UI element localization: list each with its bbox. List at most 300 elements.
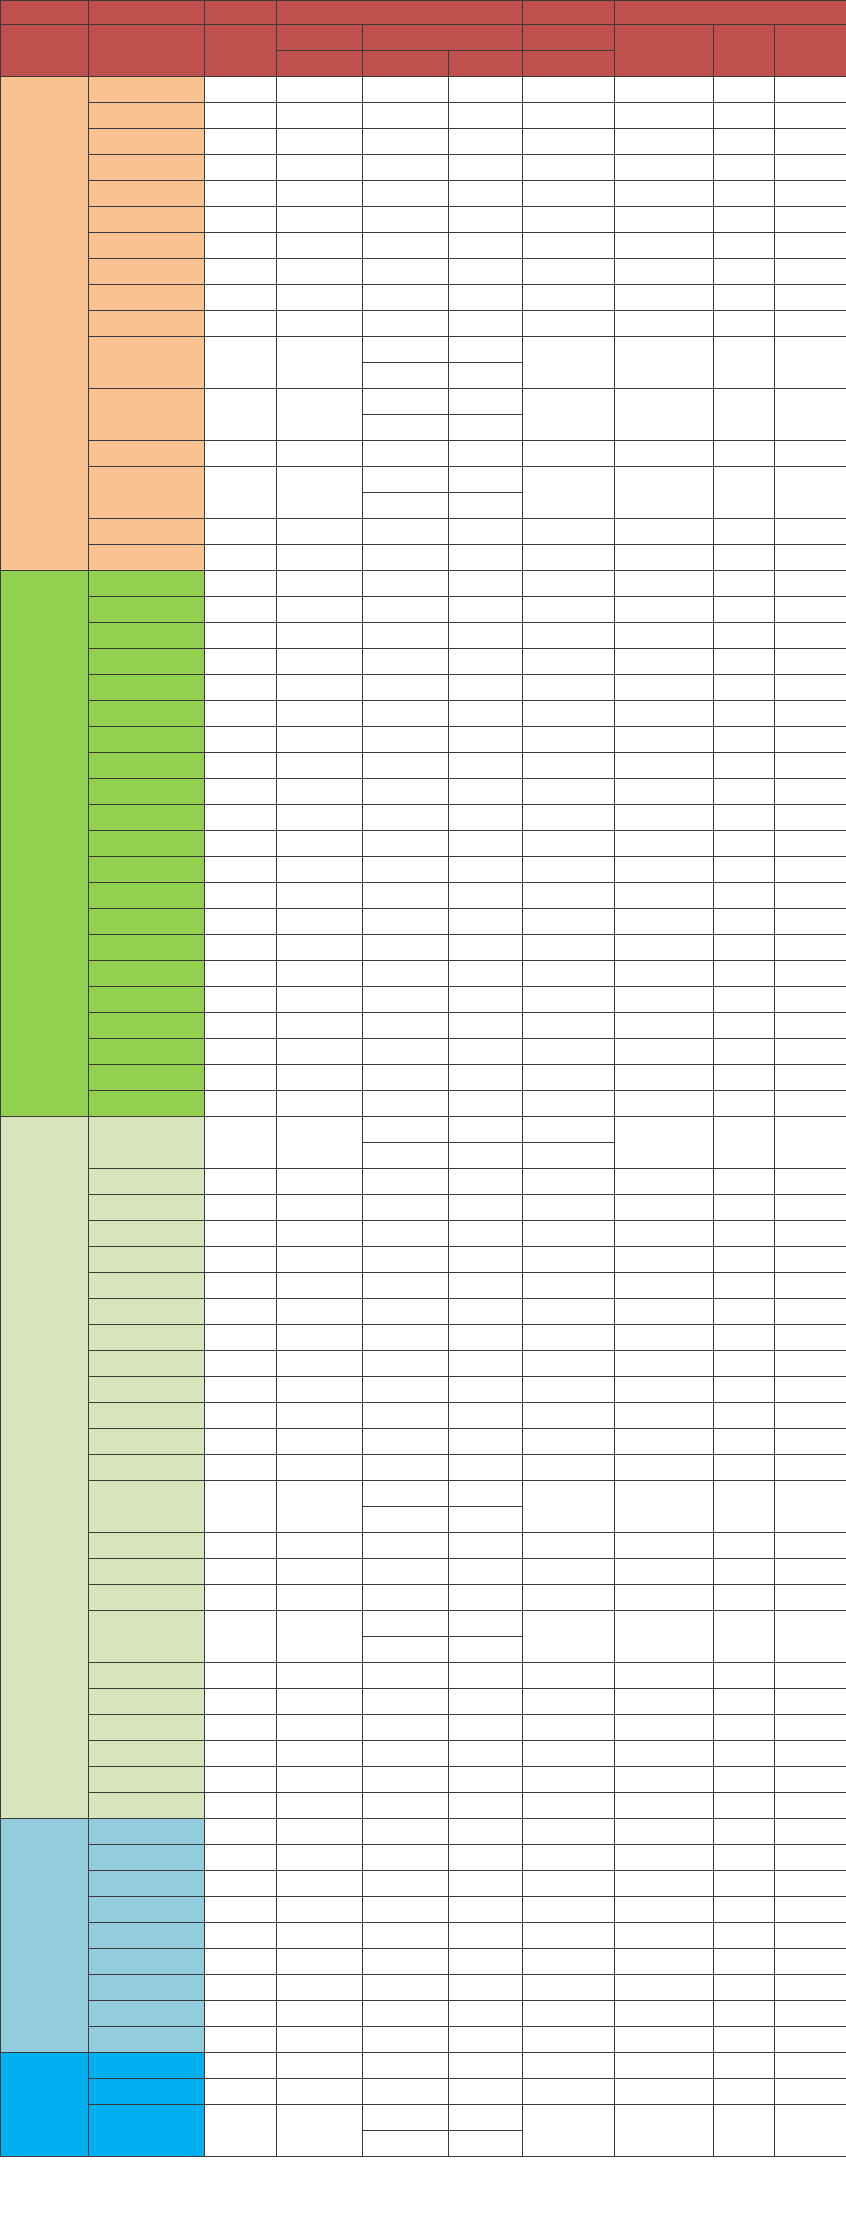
table-row: [1, 467, 846, 493]
variety-name: [89, 389, 205, 441]
other-ratio: [449, 129, 523, 155]
variety-name: [89, 1923, 205, 1949]
info-limit-board: [714, 1559, 775, 1585]
variety-name: [89, 1871, 205, 1897]
limit-standard: [523, 909, 615, 935]
exchange-cell-ine: [1, 2053, 89, 2157]
limit-standard: [523, 441, 615, 467]
other-contract: [363, 519, 449, 545]
info-count: [775, 77, 846, 103]
variety-name: [89, 467, 205, 519]
other-contract: [363, 1663, 449, 1689]
other-contract: [363, 597, 449, 623]
info-contract: [615, 1897, 714, 1923]
margin-standard: [277, 1403, 363, 1429]
table-row: [1, 1169, 846, 1195]
variety-code: [205, 597, 277, 623]
info-count: [775, 233, 846, 259]
info-limit-board: [714, 571, 775, 597]
other-contract: [363, 727, 449, 753]
other-contract: [363, 77, 449, 103]
limit-standard: [523, 1949, 615, 1975]
limit-standard: [523, 1169, 615, 1195]
variety-code: [205, 1455, 277, 1481]
other-ratio: [449, 1975, 523, 2001]
margin-standard: [277, 1949, 363, 1975]
variety-name: [89, 623, 205, 649]
variety-name: [89, 571, 205, 597]
info-count: [775, 1559, 846, 1585]
limit-standard: [523, 1351, 615, 1377]
info-contract: [615, 1273, 714, 1299]
table-row: [1, 623, 846, 649]
variety-code: [205, 181, 277, 207]
limit-standard: [523, 311, 615, 337]
other-ratio: [449, 1949, 523, 1975]
margin-standard: [277, 545, 363, 571]
variety-code: [205, 1013, 277, 1039]
header-exchange: [1, 25, 89, 77]
table-row: [1, 1455, 846, 1481]
info-count: [775, 311, 846, 337]
other-contract: [363, 1377, 449, 1403]
other-contract: [363, 1533, 449, 1559]
other-contract: [363, 1481, 449, 1507]
other-ratio: [449, 259, 523, 285]
other-contract: [363, 1039, 449, 1065]
other-ratio: [449, 1169, 523, 1195]
limit-standard: [523, 77, 615, 103]
variety-name: [89, 1715, 205, 1741]
other-contract: [363, 1767, 449, 1793]
info-limit-board: [714, 155, 775, 181]
other-contract: [363, 909, 449, 935]
table-row: [1, 1195, 846, 1221]
other-ratio: [449, 337, 523, 363]
variety-name: [89, 1689, 205, 1715]
other-ratio: [449, 1897, 523, 1923]
variety-code: [205, 467, 277, 519]
info-contract: [615, 311, 714, 337]
variety-name: [89, 545, 205, 571]
variety-name: [89, 753, 205, 779]
variety-name: [89, 1533, 205, 1559]
variety-name: [89, 1819, 205, 1845]
other-contract: [363, 987, 449, 1013]
margin-standard: [277, 961, 363, 987]
variety-code: [205, 77, 277, 103]
limit-standard: [523, 571, 615, 597]
limit-standard: [523, 857, 615, 883]
info-contract: [615, 2053, 714, 2079]
info-count: [775, 1481, 846, 1533]
other-contract: [363, 1455, 449, 1481]
variety-code: [205, 1377, 277, 1403]
other-contract: [363, 259, 449, 285]
variety-name: [89, 2001, 205, 2027]
margin-standard: [277, 727, 363, 753]
variety-name: [89, 2105, 205, 2157]
info-contract: [615, 2027, 714, 2053]
other-contract: [363, 1975, 449, 2001]
variety-name: [89, 103, 205, 129]
variety-code: [205, 1949, 277, 1975]
margin-standard: [277, 1689, 363, 1715]
info-contract: [615, 1559, 714, 1585]
variety-code: [205, 441, 277, 467]
variety-code: [205, 883, 277, 909]
margin-standard: [277, 675, 363, 701]
table-row: [1, 909, 846, 935]
table-row: [1, 2105, 846, 2131]
limit-standard: [523, 1065, 615, 1091]
limit-standard: [523, 233, 615, 259]
info-contract: [615, 1767, 714, 1793]
margin-standard: [277, 1533, 363, 1559]
margin-standard: [277, 467, 363, 519]
margin-standard: [277, 597, 363, 623]
variety-name: [89, 285, 205, 311]
margin-standard: [277, 1845, 363, 1871]
info-count: [775, 1013, 846, 1039]
limit-standard: [523, 1273, 615, 1299]
info-limit-board: [714, 1429, 775, 1455]
limit-standard: [523, 987, 615, 1013]
info-count: [775, 155, 846, 181]
info-contract: [615, 337, 714, 389]
info-contract: [615, 805, 714, 831]
other-ratio: [449, 883, 523, 909]
info-count: [775, 2027, 846, 2053]
other-contract: [363, 883, 449, 909]
table-row: [1, 337, 846, 363]
table-row: [1, 1247, 846, 1273]
limit-standard: [523, 1533, 615, 1559]
limit-standard: [523, 649, 615, 675]
info-count: [775, 1169, 846, 1195]
info-count: [775, 1767, 846, 1793]
limit-standard: [523, 1091, 615, 1117]
limit-standard: [523, 831, 615, 857]
variety-code: [205, 1065, 277, 1091]
header-other-standard: [363, 25, 523, 51]
info-limit-board: [714, 831, 775, 857]
table-row: [1, 1091, 846, 1117]
margin-standard: [277, 2027, 363, 2053]
table-row: [1, 1663, 846, 1689]
info-contract: [615, 129, 714, 155]
variety-code: [205, 1429, 277, 1455]
info-contract: [615, 1975, 714, 2001]
table-row: [1, 649, 846, 675]
table-row: [1, 1273, 846, 1299]
variety-code: [205, 1117, 277, 1169]
info-count: [775, 1585, 846, 1611]
other-contract: [363, 1845, 449, 1871]
other-ratio: [449, 1507, 523, 1533]
limit-standard: [523, 1143, 615, 1169]
other-ratio: [449, 1195, 523, 1221]
info-count: [775, 1195, 846, 1221]
info-contract: [615, 259, 714, 285]
info-count: [775, 337, 846, 389]
info-limit-board: [714, 1741, 775, 1767]
other-contract: [363, 1065, 449, 1091]
other-ratio: [449, 441, 523, 467]
other-ratio: [449, 2079, 523, 2105]
info-count: [775, 1923, 846, 1949]
table-row: [1, 77, 846, 103]
info-limit-board: [714, 1793, 775, 1819]
table-row: [1, 311, 846, 337]
variety-name: [89, 1221, 205, 1247]
limit-standard: [523, 727, 615, 753]
info-limit-board: [714, 1195, 775, 1221]
info-contract: [615, 77, 714, 103]
info-count: [775, 1403, 846, 1429]
info-contract: [615, 1689, 714, 1715]
limit-standard: [523, 1715, 615, 1741]
margin-standard: [277, 909, 363, 935]
info-limit-board: [714, 649, 775, 675]
variety-name: [89, 935, 205, 961]
other-ratio: [449, 1013, 523, 1039]
limit-standard: [523, 1403, 615, 1429]
info-contract: [615, 597, 714, 623]
other-contract: [363, 493, 449, 519]
variety-code: [205, 1247, 277, 1273]
info-limit-board: [714, 857, 775, 883]
info-limit-board: [714, 1403, 775, 1429]
other-contract: [363, 103, 449, 129]
table-row: [1, 2079, 846, 2105]
header-limit-info-group: [615, 1, 846, 25]
margin-standard: [277, 2053, 363, 2079]
limit-standard: [523, 935, 615, 961]
limit-standard: [523, 883, 615, 909]
other-contract: [363, 1741, 449, 1767]
info-limit-board: [714, 1013, 775, 1039]
variety-code: [205, 1585, 277, 1611]
variety-name: [89, 2053, 205, 2079]
table-row: [1, 1689, 846, 1715]
info-contract: [615, 909, 714, 935]
other-contract: [363, 1221, 449, 1247]
header-code: [205, 25, 277, 77]
table-row: [1, 207, 846, 233]
other-contract: [363, 2079, 449, 2105]
table-row: [1, 1975, 846, 2001]
limit-standard: [523, 1013, 615, 1039]
variety-name: [89, 441, 205, 467]
variety-name: [89, 1559, 205, 1585]
variety-name: [89, 1845, 205, 1871]
limit-standard: [523, 2079, 615, 2105]
table-row: [1, 1429, 846, 1455]
limit-standard: [523, 389, 615, 441]
table-row: [1, 1377, 846, 1403]
variety-code: [205, 1195, 277, 1221]
variety-code: [205, 1715, 277, 1741]
info-count: [775, 1247, 846, 1273]
info-contract: [615, 883, 714, 909]
info-count: [775, 519, 846, 545]
info-count: [775, 103, 846, 129]
other-contract: [363, 2105, 449, 2131]
other-contract: [363, 1169, 449, 1195]
other-ratio: [449, 1429, 523, 1455]
table-row: [1, 1559, 846, 1585]
other-contract: [363, 1611, 449, 1637]
info-count: [775, 649, 846, 675]
variety-name: [89, 1013, 205, 1039]
margin-standard: [277, 1221, 363, 1247]
margin-standard: [277, 207, 363, 233]
table-row: [1, 935, 846, 961]
other-contract: [363, 1793, 449, 1819]
other-contract: [363, 857, 449, 883]
info-count: [775, 571, 846, 597]
table-row: [1, 441, 846, 467]
info-count: [775, 1819, 846, 1845]
info-limit-board: [714, 1923, 775, 1949]
variety-name: [89, 1429, 205, 1455]
variety-name: [89, 519, 205, 545]
margin-standard: [277, 441, 363, 467]
other-contract: [363, 1715, 449, 1741]
variety-code: [205, 103, 277, 129]
limit-standard: [523, 597, 615, 623]
table-row: [1, 753, 846, 779]
limit-standard: [523, 1767, 615, 1793]
margin-standard: [277, 1897, 363, 1923]
other-ratio: [449, 545, 523, 571]
other-contract: [363, 441, 449, 467]
variety-code: [205, 285, 277, 311]
info-contract: [615, 545, 714, 571]
other-ratio: [449, 675, 523, 701]
other-ratio: [449, 1325, 523, 1351]
margin-standard: [277, 1481, 363, 1533]
info-contract: [615, 623, 714, 649]
other-ratio: [449, 1533, 523, 1559]
info-limit-board: [714, 935, 775, 961]
variety-name: [89, 597, 205, 623]
other-contract: [363, 1403, 449, 1429]
other-contract: [363, 1507, 449, 1533]
info-limit-board: [714, 2105, 775, 2157]
info-contract: [615, 1819, 714, 1845]
other-ratio: [449, 1143, 523, 1169]
margin-standard: [277, 753, 363, 779]
variety-name: [89, 77, 205, 103]
margin-standard: [277, 805, 363, 831]
other-contract: [363, 1273, 449, 1299]
info-limit-board: [714, 701, 775, 727]
info-limit-board: [714, 623, 775, 649]
info-contract: [615, 1039, 714, 1065]
variety-code: [205, 1897, 277, 1923]
other-ratio: [449, 1663, 523, 1689]
margin-standard: [277, 831, 363, 857]
header-contract: [363, 51, 449, 77]
other-ratio: [449, 2001, 523, 2027]
info-limit-board: [714, 1377, 775, 1403]
other-contract: [363, 2027, 449, 2053]
info-count: [775, 1975, 846, 2001]
variety-code: [205, 1533, 277, 1559]
other-contract: [363, 1559, 449, 1585]
info-count: [775, 727, 846, 753]
other-contract: [363, 1299, 449, 1325]
info-limit-board: [714, 285, 775, 311]
info-limit-board: [714, 1611, 775, 1663]
margin-standard: [277, 1741, 363, 1767]
variety-code: [205, 649, 277, 675]
variety-code: [205, 1975, 277, 2001]
other-ratio: [449, 727, 523, 753]
other-contract: [363, 1117, 449, 1143]
variety-name: [89, 1481, 205, 1533]
other-ratio: [449, 181, 523, 207]
info-limit-board: [714, 1299, 775, 1325]
header-limit-normal: [523, 25, 615, 51]
other-ratio: [449, 1585, 523, 1611]
table-row: [1, 2053, 846, 2079]
variety-code: [205, 1845, 277, 1871]
margin-standard: [277, 311, 363, 337]
variety-code: [205, 753, 277, 779]
header-ratio: [449, 51, 523, 77]
variety-name: [89, 1403, 205, 1429]
margin-standard: [277, 1299, 363, 1325]
info-limit-board: [714, 1871, 775, 1897]
variety-code: [205, 1871, 277, 1897]
other-ratio: [449, 909, 523, 935]
variety-code: [205, 701, 277, 727]
other-contract: [363, 363, 449, 389]
info-contract: [615, 1247, 714, 1273]
limit-standard: [523, 1481, 615, 1533]
info-count: [775, 1325, 846, 1351]
other-ratio: [449, 1819, 523, 1845]
other-contract: [363, 1195, 449, 1221]
info-count: [775, 1065, 846, 1091]
other-ratio: [449, 1299, 523, 1325]
limit-standard: [523, 961, 615, 987]
margin-standard: [277, 1663, 363, 1689]
limit-standard: [523, 207, 615, 233]
other-contract: [363, 207, 449, 233]
table-row: [1, 1949, 846, 1975]
table-row: [1, 1403, 846, 1429]
info-count: [775, 1221, 846, 1247]
info-contract: [615, 1117, 714, 1169]
info-contract: [615, 727, 714, 753]
info-limit-board: [714, 597, 775, 623]
table-row: [1, 129, 846, 155]
margin-standard: [277, 701, 363, 727]
other-ratio: [449, 1455, 523, 1481]
margin-standard: [277, 1273, 363, 1299]
limit-standard: [523, 181, 615, 207]
other-ratio: [449, 1715, 523, 1741]
info-contract: [615, 1845, 714, 1871]
info-limit-board: [714, 207, 775, 233]
info-count: [775, 1039, 846, 1065]
table-row: [1, 1117, 846, 1143]
table-row: [1, 805, 846, 831]
